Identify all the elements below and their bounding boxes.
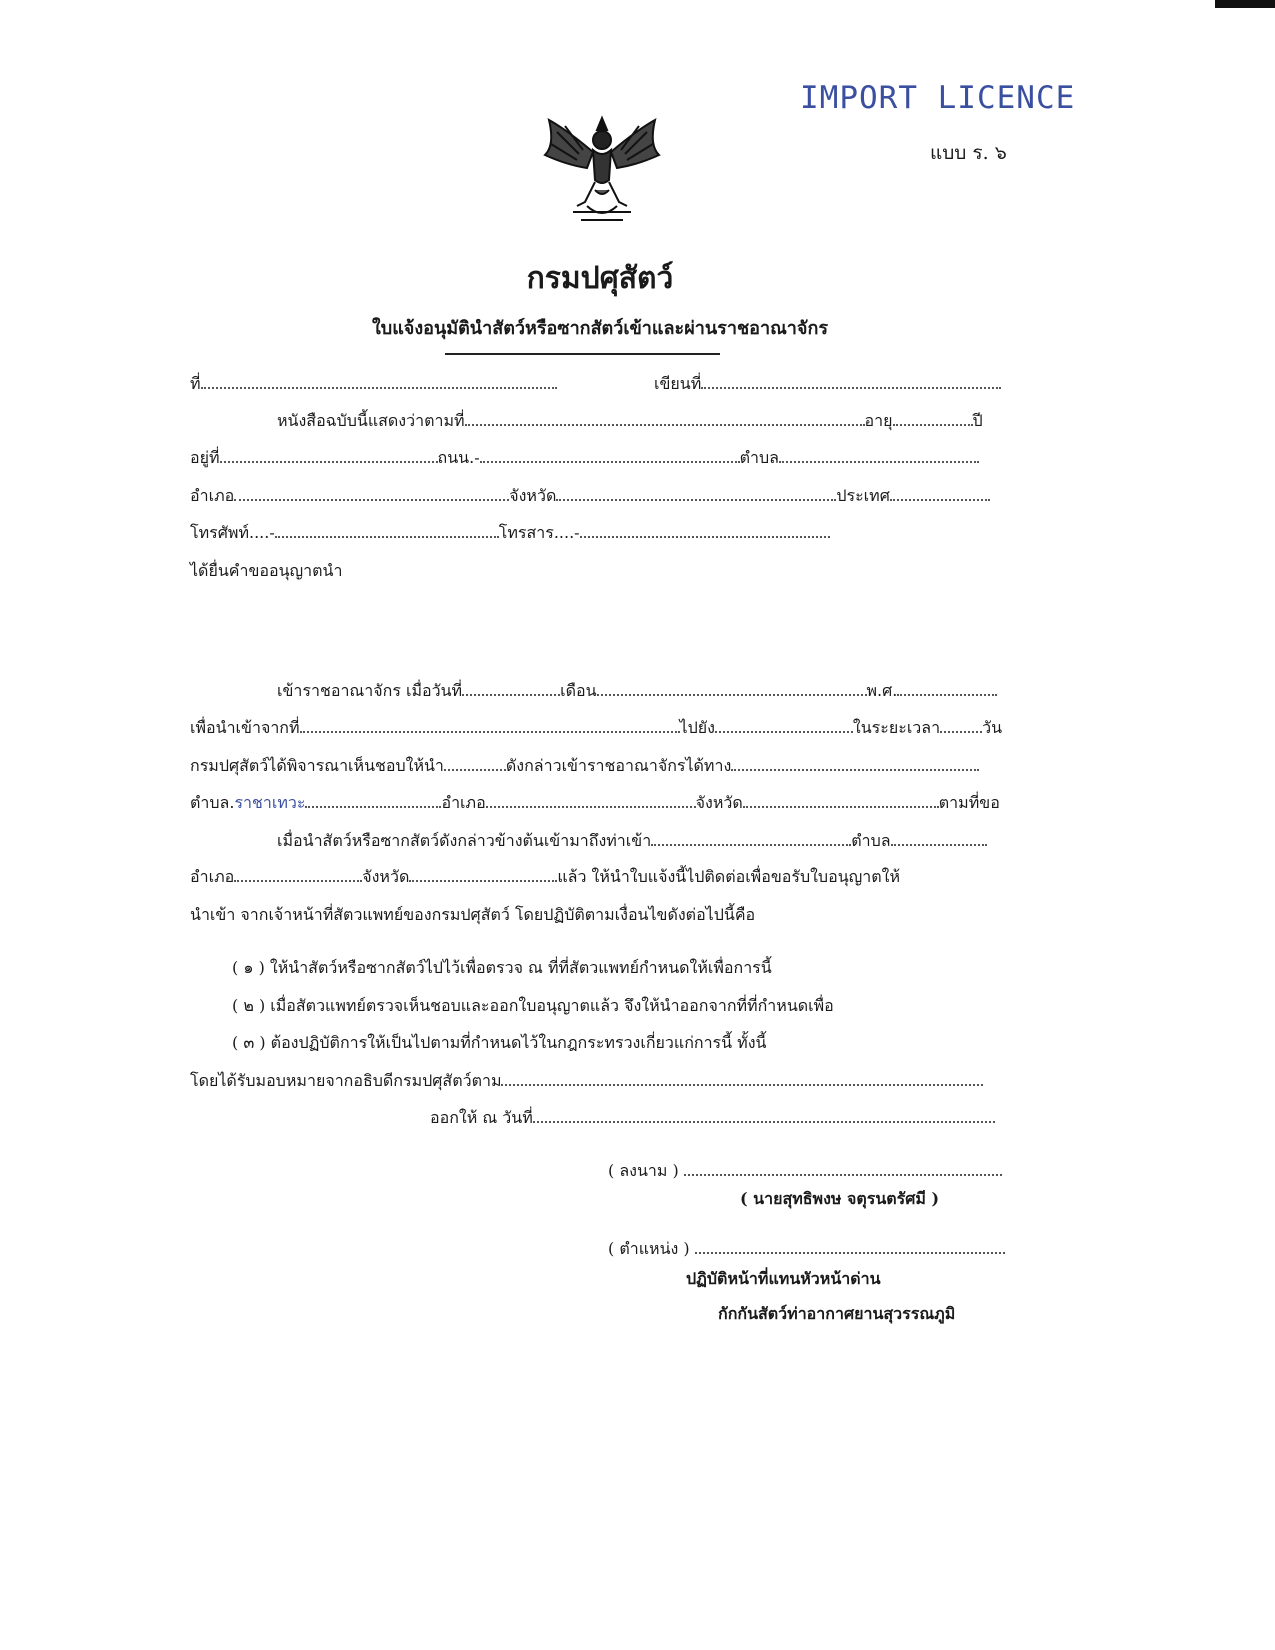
subdistrict3-label: ตำบล [851,831,891,850]
subdistrict2-value: ราชาเทวะ [234,793,306,812]
port-of-entry-field[interactable] [731,755,979,771]
condition-2: ( ๒ ) เมื่อสัตวแพทย์ตรวจเห็นชอบและออกใบอนุญาตแล้ว จึงให้นำออกจากที่ที่กำหนดเพื่อ [232,996,834,1015]
scan-edge-mark [1215,0,1275,8]
approved-label: กรมปศุสัตว์ได้พิจารณาเห็นชอบให้นำ [190,756,444,775]
month-label: เดือน [560,681,597,700]
issued-on-label: ออกให้ ณ วันที่ [430,1108,533,1127]
arrival-label: เมื่อนำสัตว์หรือซากสัตว์ดังกล่าวข้างต้นเข้ามาถึงท่าเข้า [277,831,652,850]
signatory-name: ( นายสุทธิพงษ จตุรนตรัศมี ) [740,1189,940,1208]
fax-value: - [574,523,580,542]
row-address: อยู่ที่ ถนน.- ตำบล [190,447,979,469]
phone-label: โทรศัพท์ [190,523,249,542]
country-field[interactable] [890,485,990,501]
as-requested-label: ตามที่ขอ [938,793,1000,812]
row-officer [190,904,755,926]
subdistrict3-field[interactable] [891,830,987,846]
fax-field[interactable] [580,522,830,538]
issue-date-field[interactable] [533,1107,995,1123]
condition-3: ( ๓ ) ต้องปฏิบัติการให้เป็นไปตามที่กำหนดไว้ในกฎกระทรวงเกี่ยวแก่การนี้ ทั้งนี้ [232,1033,767,1052]
written-at-label: เขียนที่ [654,374,702,393]
via-label: ดังกล่าวเข้าราชอาณาจักรได้ทาง [505,756,732,775]
row-written-at [654,373,1001,395]
authorized-label: โดยได้รับมอบหมายจากอธิบดีกรมปศุสัตว์ตาม [190,1071,502,1090]
arrival-port-field[interactable] [651,830,851,846]
province3-label: จังหวัด [362,867,410,886]
province-field[interactable] [556,485,836,501]
address-field[interactable] [220,447,438,463]
position-field[interactable] [695,1238,1005,1254]
ref-no-field[interactable] [201,373,557,389]
district2-label: อำเภอ [441,793,486,812]
written-at-field[interactable] [701,373,1001,389]
row-district [190,485,990,507]
officer-text: นำเข้า จากเจ้าหน้าที่สัตวแพทย์ของกรมปศุสัตว์ โดยปฏิบัติตามเงื่อนไขดังต่อไปนี้คือ [190,905,756,924]
row-phone: โทรศัพท์....- โทรสาร....- [190,522,830,544]
garuda-emblem-icon [537,110,667,232]
country-label: ประเทศ [836,486,890,505]
phone-field[interactable] [275,522,499,538]
road-value: - [474,448,480,467]
years-label: ปี [972,411,983,430]
authorization-ref-field[interactable] [501,1070,983,1086]
within-label: ในระยะเวลา [852,718,941,737]
subdistrict-field[interactable] [779,447,979,463]
district-label: อำเภอ [190,486,235,505]
title-underline [445,353,720,355]
then-contact-text: แล้ว ให้นำใบแจ้งนี้ไปติดต่อเพื่อขอรับใบอนุญาตให้ [557,867,900,886]
sign-label: ( ลงนาม ) [608,1161,679,1180]
fax-label: โทรสาร [498,523,554,542]
row-import-from [190,717,1002,739]
applied-label: ได้ยื่นคำขออนุญาตนำ [190,561,343,580]
entry-day-field[interactable] [462,680,560,696]
be-year-label: พ.ศ. [866,681,898,700]
row-location: ตำบล.ราชาเทวะ อำเภอ จังหวัด ตามที่ขอ [190,793,1000,812]
duration-field[interactable] [940,717,982,733]
age-field[interactable] [893,410,973,426]
subdistrict2-field[interactable] [305,792,441,808]
row-authorized [190,1070,983,1092]
approved-item-field[interactable] [444,755,506,771]
subdistrict2-label: ตำบล [190,793,230,812]
certify-label: หนังสือฉบับนี้แสดงว่าตามที่ [277,411,465,430]
days-label: วัน [982,718,1002,737]
signature-field[interactable] [684,1160,1002,1176]
row-arrival [277,830,987,852]
entry-month-field[interactable] [597,680,867,696]
row-entered [277,680,997,702]
province-label: จังหวัด [509,486,557,505]
phone-value: - [269,523,275,542]
district3-label: อำเภอ [190,867,235,886]
form-subtitle: ใบแจ้งอนุมัตินำสัตว์หรือซากสัตว์เข้าและผ่านราชอาณาจักร [371,318,829,339]
form-code: แบบ ร. ๖ [930,142,1007,164]
address-label: อยู่ที่ [190,448,220,467]
row-issued [430,1107,995,1129]
row-approved [190,755,979,777]
district-field[interactable] [234,485,509,501]
position-label: ( ตำแหน่ง ) [608,1239,690,1258]
condition-1: ( ๑ ) ให้นำสัตว์หรือซากสัตว์ไปไว้เพื่อตรวจ ณ ที่ที่สัตวแพทย์กำหนดให้เพื่อการนี้ [232,958,772,977]
department-title: กรมปศุสัตว์ [526,261,674,296]
applicant-name-field[interactable] [465,410,865,426]
row-applied [190,560,342,582]
road-label: ถนน [437,448,470,467]
entry-year-field[interactable] [897,680,997,696]
to-label: ไปยัง [679,718,715,737]
position-line-2: กักกันสัตว์ท่าอากาศยานสุวรรณภูมิ [718,1304,956,1323]
ref-no-label: ที่ [190,374,201,393]
subdistrict-label: ตำบล [739,448,779,467]
road-field[interactable] [480,447,740,463]
import-licence-stamp: IMPORT LICENCE [800,80,1076,116]
row-contact [190,866,900,888]
province3-field[interactable] [409,866,557,882]
province2-label: จังหวัด [695,793,743,812]
position-line-1: ปฏิบัติหน้าที่แทนหัวหน้าด่าน [686,1269,881,1288]
province2-field[interactable] [743,792,939,808]
import-from-label: เพื่อนำเข้าจากที่ [190,718,300,737]
district3-field[interactable] [234,866,362,882]
import-origin-field[interactable] [300,717,680,733]
row-certify [277,410,983,432]
age-label: อายุ [864,411,893,430]
destination-field[interactable] [715,717,853,733]
row-signature [608,1160,1002,1182]
district2-field[interactable] [486,792,696,808]
entered-label: เข้าราชอาณาจักร เมื่อวันที่ [277,681,463,700]
row-ref [190,373,557,395]
row-position [608,1238,1005,1260]
